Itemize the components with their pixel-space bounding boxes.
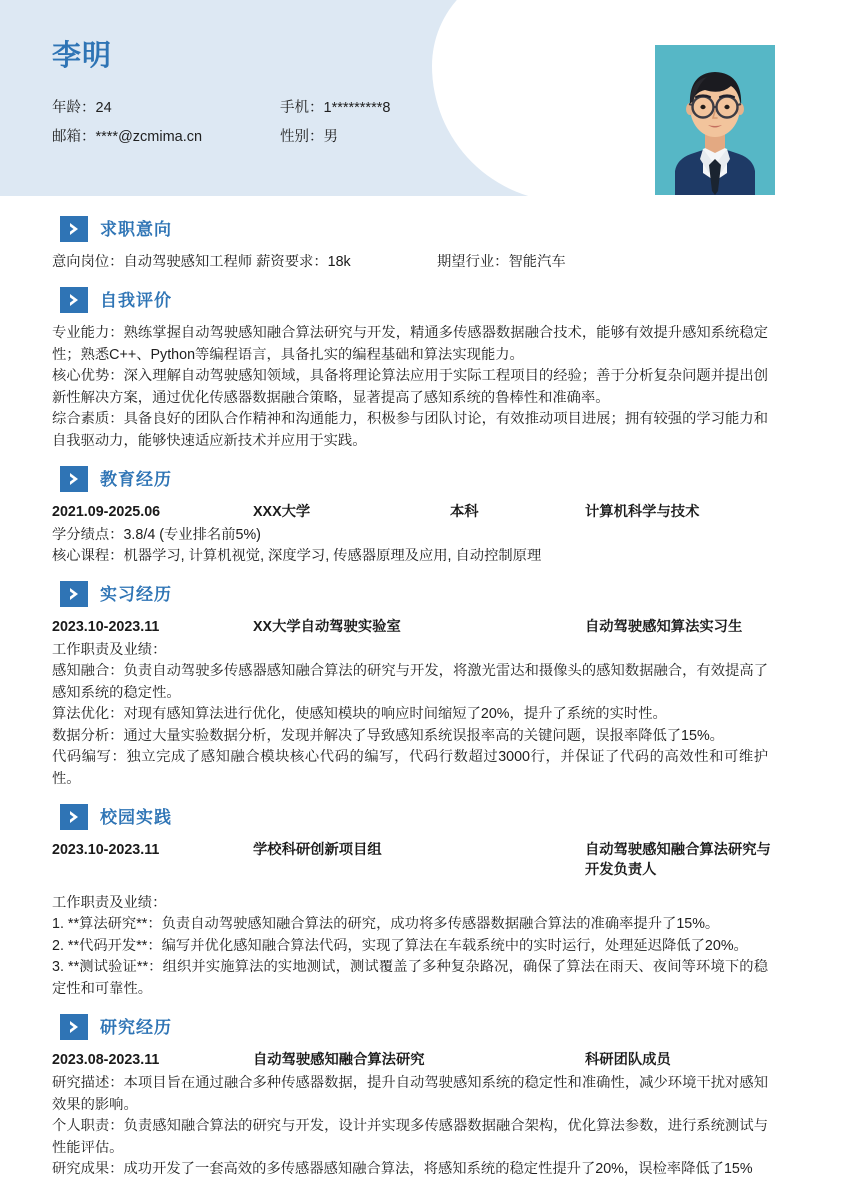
research-item: 个人职责：负责感知融合算法的研究与开发，设计并实现多传感器数据融合架构，优化算法参数，进行系统测试与性能评估。 <box>52 1118 768 1156</box>
research-role: 科研团队成员 <box>585 1052 671 1068</box>
age-field <box>52 100 280 117</box>
research-item: 研究成果：成功开发了一套高效的多传感器感知融合算法，将感知系统的稳定性提升了20%，误检率降低了15% <box>52 1161 753 1177</box>
research-project: 自动驾驶感知融合算法研究 <box>253 1052 425 1068</box>
self-eval-paragraph: 综合素质：具备良好的团队合作精神和沟通能力，积极参与团队讨论，有效推动项目进展；拥有较强的学习能力和自我驱动力，能够快速适应新技术并应用于实践。 <box>52 411 768 449</box>
campus-role: 自动驾驶感知融合算法研究与开发负责人 <box>585 842 771 878</box>
internship-duty-heading: 工作职责及业绩： <box>52 642 167 658</box>
profile-photo <box>655 45 775 195</box>
intent-position-label: 意向岗位： <box>52 254 124 270</box>
internship-item: 代码编写：独立完成了感知融合模块核心代码的编写，代码行数超过3000行，并保证了代码的高效性和可维护性。 <box>52 749 768 787</box>
chevron-right-icon <box>60 287 88 313</box>
section-title-education: 教育经历 <box>100 469 172 489</box>
phone-field <box>280 100 490 117</box>
section-title-intent: 求职意向 <box>100 219 172 239</box>
education-courses: 核心课程：机器学习, 计算机视觉, 深度学习, 传感器原理及应用, 自动控制原理 <box>52 548 542 564</box>
campus-item: 2. **代码开发**：编写并优化感知融合算法代码，实现了算法在车载系统中的实时运行，处理延迟降低了20%。 <box>52 937 748 954</box>
email-label: 邮箱： <box>52 129 96 146</box>
campus-org: 学校科研创新项目组 <box>253 842 382 858</box>
campus-duty-heading: 工作职责及业绩： <box>52 895 167 911</box>
education-date: 2021.09-2025.06 <box>52 504 161 520</box>
education-degree: 本科 <box>450 504 479 520</box>
section-header-intent <box>60 216 768 242</box>
education-entry-row <box>52 502 768 522</box>
intent-industry <box>437 252 566 273</box>
section-header-education <box>60 466 768 492</box>
intent-row <box>52 252 768 273</box>
campus-entry-row <box>52 840 771 880</box>
campus-item: 1. **算法研究**：负责自动驾驶感知融合算法的研究，成功将多传感器数据融合算法的准确率提升了15%。 <box>52 916 720 932</box>
section-header-self-eval <box>60 287 768 313</box>
age-value: 24 <box>95 100 112 116</box>
intent-position <box>52 252 437 273</box>
research-date: 2023.08-2023.11 <box>52 1052 160 1068</box>
candidate-name: 李明 <box>52 40 113 72</box>
section-title-internship: 实习经历 <box>100 584 172 604</box>
gender-value: 男 <box>323 129 338 146</box>
contact-info <box>52 100 492 159</box>
education-gpa: 学分绩点：3.8/4 (专业排名前5%) <box>52 527 261 543</box>
internship-item: 算法优化：对现有感知算法进行优化，使感知模块的响应时间缩短了20%，提升了系统的实时性。 <box>52 706 667 722</box>
chevron-right-icon <box>60 216 88 242</box>
self-eval-paragraph: 专业能力：熟练掌握自动驾驶感知融合算法研究与开发，精通多传感器数据融合技术，能够有效提升感知系统稳定性；熟悉C++、Python等编程语言，具备扎实的编程基础和算法实现能力。 <box>52 325 768 363</box>
gender-field <box>280 129 490 146</box>
chevron-right-icon <box>60 1014 88 1040</box>
education-school: XXX大学 <box>253 504 311 520</box>
phone-value: 1*********8 <box>323 100 391 116</box>
campus-date: 2023.10-2023.11 <box>52 842 160 858</box>
section-header-research <box>60 1014 768 1040</box>
contact-row <box>52 129 492 146</box>
section-header-internship <box>60 581 768 607</box>
section-header-campus <box>60 804 768 830</box>
email-field <box>52 129 280 146</box>
section-title-research: 研究经历 <box>100 1017 172 1037</box>
internship-item: 数据分析：通过大量实验数据分析，发现并解决了导致感知系统误报率高的关键问题，误报率降低了15%。 <box>52 727 724 744</box>
header-white-curve <box>432 0 852 202</box>
research-entry-row <box>52 1050 768 1070</box>
header-bottom-strip <box>0 196 820 203</box>
campus-item: 3. **测试验证**：组织并实施算法的实地测试，测试覆盖了多种复杂路况，确保了算法在雨天、夜间等环境下的稳定性和可靠性。 <box>52 959 768 997</box>
research-item: 研究描述：本项目旨在通过融合多种传感器数据，提升自动驾驶感知系统的稳定性和准确性，减少环境干扰对感知效果的影响。 <box>52 1075 768 1113</box>
chevron-right-icon <box>60 804 88 830</box>
age-label: 年龄： <box>52 100 96 116</box>
section-title-self-eval: 自我评价 <box>100 290 172 310</box>
section-title-campus: 校园实践 <box>100 807 172 827</box>
intent-industry-value: 智能汽车 <box>508 254 566 270</box>
gender-label: 性别： <box>280 129 324 146</box>
internship-date: 2023.10-2023.11 <box>52 619 160 635</box>
internship-role: 自动驾驶感知算法实习生 <box>585 619 743 635</box>
intent-industry-label: 期望行业： <box>437 254 509 270</box>
resume-header <box>0 0 820 202</box>
intent-position-value: 自动驾驶感知工程师 薪资要求：18k <box>123 254 351 270</box>
contact-row <box>52 100 492 117</box>
education-major: 计算机科学与技术 <box>585 504 700 520</box>
chevron-right-icon <box>60 581 88 607</box>
internship-org: XX大学自动驾驶实验室 <box>253 619 401 635</box>
email-value: ****@zcmima.cn <box>95 129 203 146</box>
chevron-right-icon <box>60 466 88 492</box>
phone-label: 手机： <box>280 100 324 116</box>
internship-entry-row <box>52 617 768 637</box>
resume-content <box>0 216 820 1181</box>
self-eval-paragraph: 核心优势：深入理解自动驾驶感知领域，具备将理论算法应用于实际工程项目的经验；善于分析复杂问题并提出创新性解决方案，通过优化传感器数据融合策略，显著提高了感知系统的鲁棒性和准确率。 <box>52 368 768 406</box>
internship-item: 感知融合：负责自动驾驶多传感器感知融合算法的研究与开发，将激光雷达和摄像头的感知数据融合，有效提高了感知系统的稳定性。 <box>52 663 768 701</box>
